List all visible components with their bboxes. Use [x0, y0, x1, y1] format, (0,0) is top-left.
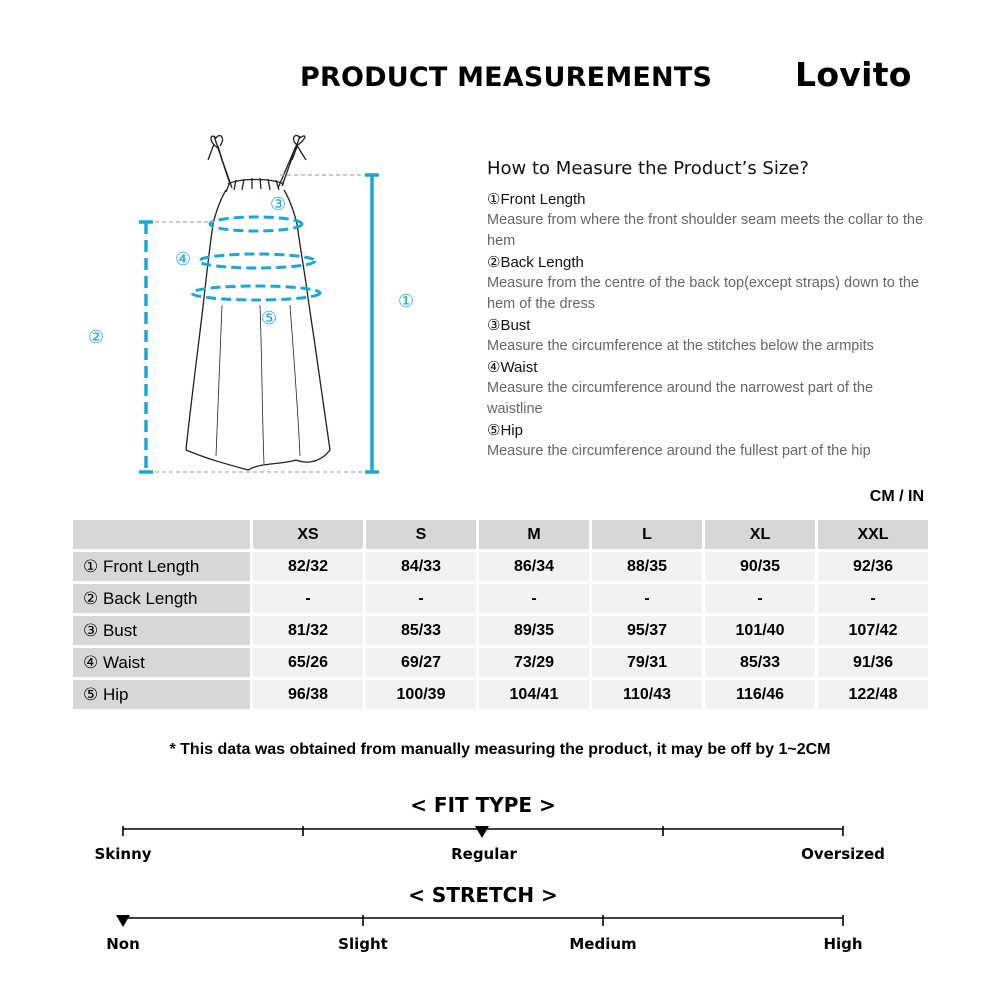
marker-bust: ③	[270, 194, 287, 215]
stretch-label-slight: Slight	[338, 935, 388, 953]
table-cell: 116/46	[705, 680, 815, 709]
size-header: XL	[705, 520, 815, 549]
table-cell: 92/36	[818, 552, 928, 581]
guide-heading: How to Measure the Product’s Size?	[487, 158, 809, 179]
table-cell: 104/41	[479, 680, 589, 709]
table-cell: 88/35	[592, 552, 702, 581]
guide-item-label: ②Back Length	[487, 254, 584, 271]
table-cell: -	[253, 584, 363, 613]
table-cell: -	[705, 584, 815, 613]
table-cell: 73/29	[479, 648, 589, 677]
disclaimer: * This data was obtained from manually measuring the product, it may be off by 1~2CM	[169, 741, 831, 758]
size-header: M	[479, 520, 589, 549]
table-cell: -	[479, 584, 589, 613]
guide-item-desc: Measure the circumference at the stitches below the armpits	[487, 338, 874, 354]
stretch-title: < STRETCH >	[408, 883, 558, 907]
table-cell: -	[818, 584, 928, 613]
brand-logo: Lovito	[795, 55, 912, 94]
table-cell: 122/48	[818, 680, 928, 709]
table-cell: -	[592, 584, 702, 613]
guide-item-desc: Measure from where the front shoulder seam meets the collar to the hem	[487, 212, 924, 249]
guide-item-label: ⑤Hip	[487, 422, 523, 439]
size-header: XS	[253, 520, 363, 549]
table-cell: -	[366, 584, 476, 613]
row-label: ① Front Length	[73, 552, 250, 581]
stretch-label-non: Non	[106, 935, 140, 953]
table-cell: 85/33	[705, 648, 815, 677]
table-cell: 107/42	[818, 616, 928, 645]
fit-label-skinny: Skinny	[94, 845, 152, 863]
table-cell: 91/36	[818, 648, 928, 677]
table-cell: 81/32	[253, 616, 363, 645]
row-label: ② Back Length	[73, 584, 250, 613]
marker-front-length: ①	[398, 291, 415, 312]
guide-item-desc: Measure the circumference around the narrowest part of the waistline	[487, 380, 874, 417]
size-header: L	[592, 520, 702, 549]
fit-label-regular: Regular	[451, 845, 517, 863]
table-cell: 85/33	[366, 616, 476, 645]
size-header: XXL	[818, 520, 928, 549]
stretch-label-medium: Medium	[569, 935, 637, 953]
table-cell: 89/35	[479, 616, 589, 645]
table-cell: 95/37	[592, 616, 702, 645]
table-cell: 69/27	[366, 648, 476, 677]
guide-item-desc: Measure the circumference around the fullest part of the hip	[487, 443, 871, 459]
table-cell: 84/33	[366, 552, 476, 581]
stretch-label-high: High	[823, 935, 863, 953]
fit-selected-marker	[475, 826, 489, 838]
table-cell: 90/35	[705, 552, 815, 581]
table-cell: 86/34	[479, 552, 589, 581]
marker-hip: ⑤	[261, 308, 278, 329]
page-title: PRODUCT MEASUREMENTS	[300, 62, 713, 93]
guide-item-desc: Measure from the centre of the back top(except straps) down to the hem of the dress	[487, 275, 919, 312]
table-cell: 82/32	[253, 552, 363, 581]
stretch-selected-marker	[116, 915, 130, 927]
fit-type-title: < FIT TYPE >	[410, 793, 556, 817]
table-cell: 100/39	[366, 680, 476, 709]
marker-waist: ④	[175, 249, 192, 270]
table-cell: 65/26	[253, 648, 363, 677]
table-cell: 101/40	[705, 616, 815, 645]
units-label: CM / IN	[869, 488, 924, 505]
size-header: S	[366, 520, 476, 549]
guide-item-label: ①Front Length	[487, 191, 586, 208]
table-cell: 96/38	[253, 680, 363, 709]
marker-back-length: ②	[88, 327, 105, 348]
table-cell: 79/31	[592, 648, 702, 677]
guide-item-label: ③Bust	[487, 317, 531, 334]
fit-label-oversized: Oversized	[801, 845, 885, 863]
row-label: ④ Waist	[73, 648, 250, 677]
table-cell: 110/43	[592, 680, 702, 709]
guide-item-label: ④Waist	[487, 359, 538, 376]
row-label: ③ Bust	[73, 616, 250, 645]
row-label: ⑤ Hip	[73, 680, 250, 709]
